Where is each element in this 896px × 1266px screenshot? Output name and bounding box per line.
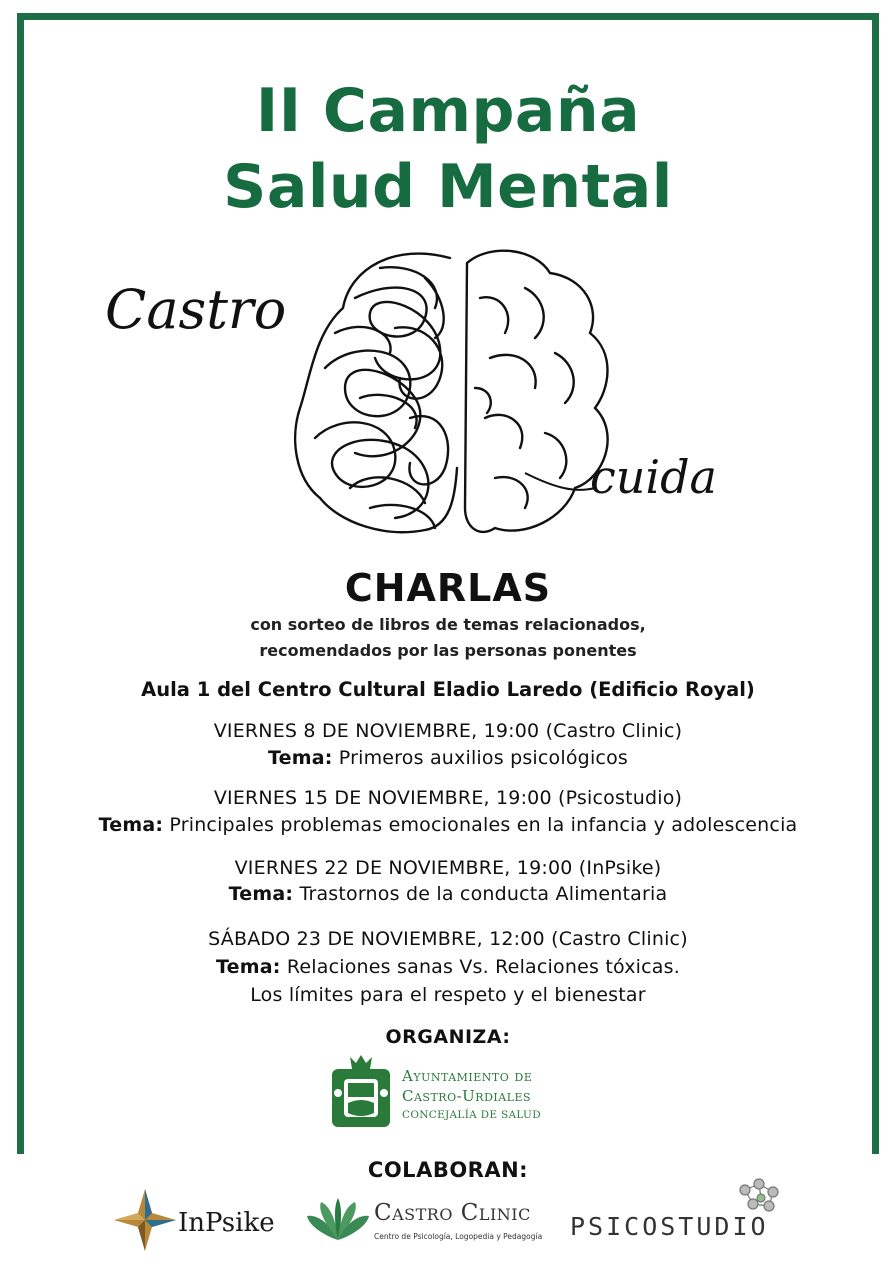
event-topic [0,883,896,905]
inpsike-logo-text: InPsike [178,1208,275,1238]
charlas-subtitle-line2: recomendados por las personas ponentes [259,641,637,660]
town-crest-icon [330,1053,392,1129]
topic-label: Tema: [267,747,333,769]
organizer-line2: Castro-Urdiales [402,1087,532,1105]
castro-script-text: Castro [105,278,287,341]
psicostudio-logo-text: PSICOSTUDIO [570,1212,769,1241]
charlas-subtitle-line1: con sorteo de libros de temas relacionados, [250,615,646,634]
organizer-line1: Ayuntamiento de [402,1067,533,1085]
charlas-heading: CHARLAS [344,566,552,610]
castro-clinic-tagline: Centro de Psicología, Logopedia y Pedagogía [374,1232,543,1241]
cuida-script-text: cuida [590,450,717,504]
organiza-label: ORGANIZA: [385,1026,511,1048]
topic-text: Trastornos de la conducta Alimentaria [293,883,668,905]
inpsike-star-icon [112,1187,178,1253]
castro-clinic-logo-text: Castro Clinic [374,1200,531,1226]
event-date: VIERNES 22 DE NOVIEMBRE, 19:00 (InPsike) [234,857,662,879]
event-topic-line2: Los límites para el respeto y el bienestar [250,984,646,1006]
event-topic [0,956,896,978]
event-topic [0,747,896,769]
organizer-text [402,1066,541,1124]
campaign-title-line1: II Campaña [255,76,641,146]
event-date: VIERNES 15 DE NOVIEMBRE, 19:00 (Psicostudio) [213,787,683,809]
topic-label: Tema: [216,956,281,978]
topic-text: Relaciones sanas Vs. Relaciones tóxicas. [280,956,680,978]
brain-illustration [95,238,795,558]
event-date: SÁBADO 23 DE NOVIEMBRE, 12:00 (Castro Clinic) [208,928,688,950]
psicostudio-molecule-icon [735,1176,785,1222]
topic-text: Primeros auxilios psicológicos [332,747,628,769]
colaboran-label: COLABORAN: [367,1158,529,1182]
event-topic [0,814,896,836]
event-date: VIERNES 8 DE NOVIEMBRE, 19:00 (Castro Clinic) [213,720,683,742]
organizer-line3: CONCEJALÍA DE SALUD [402,1109,541,1121]
venue-text: Aula 1 del Centro Cultural Eladio Laredo (Edificio Royal) [141,678,755,701]
scribble-hemisphere [295,254,457,533]
topic-label: Tema: [98,814,164,836]
castro-clinic-leaf-icon [305,1196,371,1242]
campaign-title-line2: Salud Mental [223,152,673,222]
topic-text: Principales problemas emocionales en la infancia y adolescencia [163,814,798,836]
topic-label: Tema: [228,883,294,905]
